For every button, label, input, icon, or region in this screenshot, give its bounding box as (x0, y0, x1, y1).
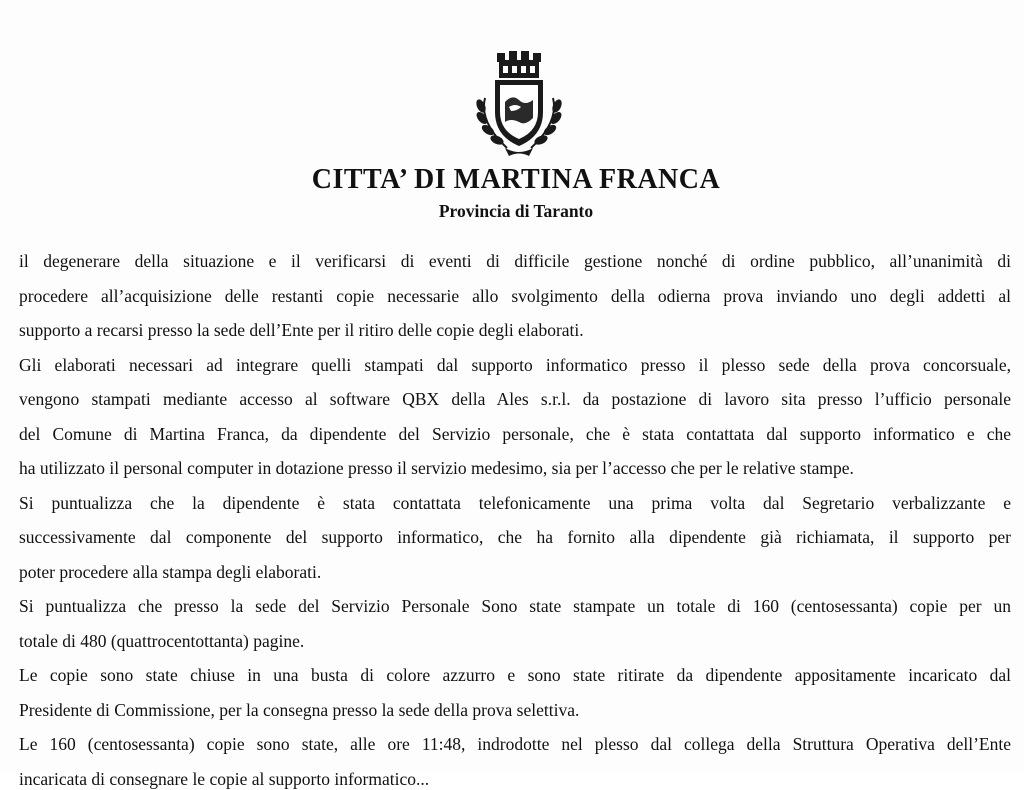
province-subtitle: Provincia di Taranto (438, 201, 594, 221)
text-line: procedere all’acquisizione delle restanti copie necessarie allo svolgimento della odierna prova inviando uno degli addetti al (19, 285, 1011, 306)
city-title: CITTA’ DI MARTINA FRANCA (311, 164, 721, 195)
text-line: Si puntualizza che presso la sede del Servizio Personale Sono state stampate un totale di 160 (centosessanta) copie per un (19, 596, 1011, 616)
text-line: del Comune di Martina Franca, da dipendente del Servizio personale, che è stata contattata dal supporto informatico e che (19, 423, 1011, 444)
city-coat-of-arms (467, 50, 571, 160)
text-line: totale di 480 (quattrocentottanta) pagine. (19, 630, 305, 651)
text-line: Presidente di Commissione, per la consegna presso la sede della prova selettiva. (19, 699, 580, 720)
text-line: poter procedere alla stampa degli elaborati. (19, 561, 322, 582)
text-line-cut-off: incaricata di consegnare le copie al supporto informatico... (19, 768, 430, 789)
text-line: il degenerare della situazione e il verificarsi di eventi di difficile gestione nonché di ordine pubblico, all’unanimità di (19, 251, 1011, 271)
text-line: vengono stampati mediante accesso al software QBX della Ales s.r.l. da postazione di lavoro sita presso l’ufficio personale (19, 389, 1011, 409)
text-line: Si puntualizza che la dipendente è stata contattata telefonicamente una prima volta dal Segretario verbalizzante e (19, 492, 1011, 513)
text-line: successivamente dal componente del supporto informatico, che ha fornito alla dipendente già richiamata, il supporto per (19, 527, 1011, 547)
text-line: Gli elaborati necessari ad integrare quelli stampati dal supporto informatico presso il plesso sede della prova concorsuale, (19, 354, 1011, 375)
document-body (19, 250, 1011, 789)
text-line: supporto a recarsi presso la sede dell’Ente per il ritiro delle copie degli elaborati. (19, 320, 584, 340)
text-line: ha utilizzato il personal computer in dotazione presso il servizio medesimo, sia per l’accesso che per le relative stampe. (19, 458, 854, 478)
text-line: Le 160 (centosessanta) copie sono state, alle ore 11:48, indrodotte nel plesso dal collega della Struttura Operativa dell’Ente (19, 734, 1011, 754)
text-line: Le copie sono state chiuse in una busta di colore azzurro e sono state ritirate da dipendente appositamente incaricato dal (19, 665, 1011, 685)
